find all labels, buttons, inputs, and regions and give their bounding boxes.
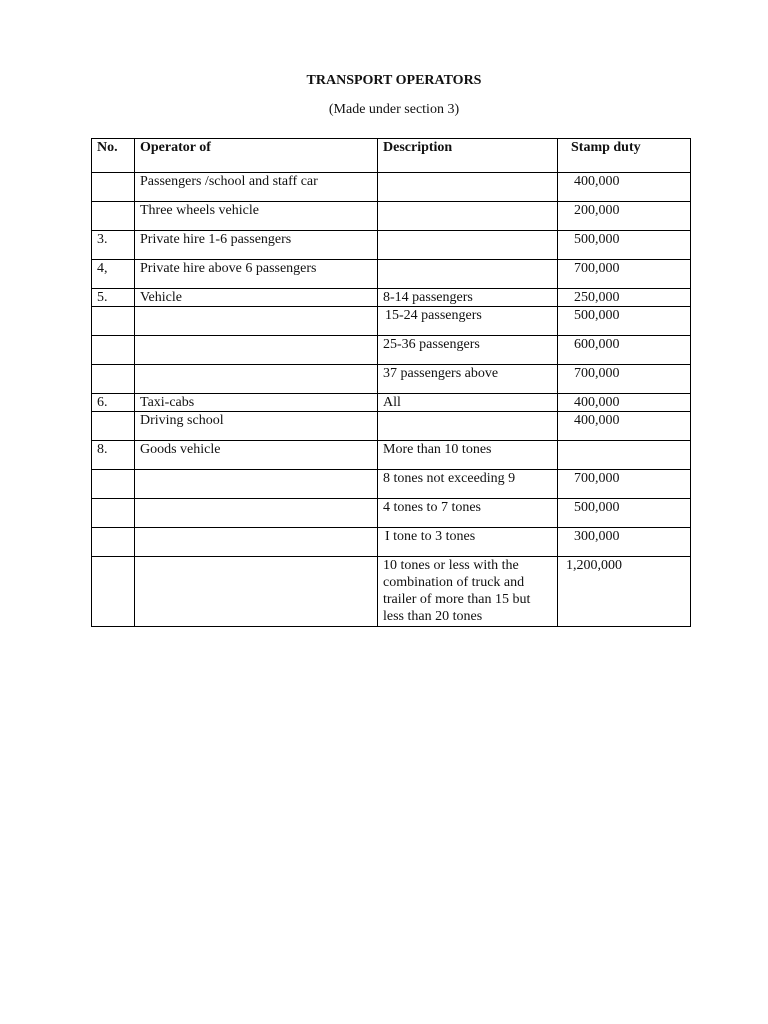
cell-no: 5. bbox=[92, 289, 135, 307]
cell-duty: 1,200,000 bbox=[558, 557, 691, 627]
header-no: No. bbox=[92, 139, 135, 173]
document-subtitle: (Made under section 3) bbox=[328, 102, 460, 117]
cell-operator: Passengers /school and staff car bbox=[135, 173, 378, 202]
cell-duty: 500,000 bbox=[558, 231, 691, 260]
cell-operator bbox=[135, 557, 378, 627]
table-row bbox=[92, 499, 691, 528]
cell-operator: Goods vehicle bbox=[135, 441, 378, 470]
table-row bbox=[92, 173, 691, 202]
cell-operator bbox=[135, 470, 378, 499]
cell-no bbox=[92, 202, 135, 231]
table-row bbox=[92, 557, 691, 627]
cell-no: 4, bbox=[92, 260, 135, 289]
cell-duty bbox=[558, 441, 691, 470]
cell-duty: 700,000 bbox=[558, 470, 691, 499]
table-row bbox=[92, 202, 691, 231]
cell-no: 8. bbox=[92, 441, 135, 470]
table-row bbox=[92, 260, 691, 289]
cell-no bbox=[92, 528, 135, 557]
cell-no bbox=[92, 470, 135, 499]
cell-description: I tone to 3 tones bbox=[378, 528, 558, 557]
cell-no: 3. bbox=[92, 231, 135, 260]
cell-operator: Taxi-cabs bbox=[135, 394, 378, 412]
document-title: TRANSPORT OPERATORS bbox=[306, 73, 482, 88]
cell-operator: Private hire above 6 passengers bbox=[135, 260, 378, 289]
cell-description bbox=[378, 260, 558, 289]
cell-description: 4 tones to 7 tones bbox=[378, 499, 558, 528]
cell-duty: 400,000 bbox=[558, 394, 691, 412]
table-header-row bbox=[92, 139, 691, 173]
cell-duty: 500,000 bbox=[558, 499, 691, 528]
table-row bbox=[92, 307, 691, 336]
table-row bbox=[92, 412, 691, 441]
cell-description bbox=[378, 412, 558, 441]
cell-duty: 300,000 bbox=[558, 528, 691, 557]
cell-operator bbox=[135, 365, 378, 394]
cell-operator bbox=[135, 307, 378, 336]
cell-duty: 400,000 bbox=[558, 173, 691, 202]
cell-operator: Vehicle bbox=[135, 289, 378, 307]
cell-operator: Private hire 1-6 passengers bbox=[135, 231, 378, 260]
cell-description bbox=[378, 173, 558, 202]
cell-description: 15-24 passengers bbox=[378, 307, 558, 336]
cell-description: 8 tones not exceeding 9 bbox=[378, 470, 558, 499]
cell-no bbox=[92, 336, 135, 365]
cell-duty: 600,000 bbox=[558, 336, 691, 365]
cell-description bbox=[378, 231, 558, 260]
table-row bbox=[92, 528, 691, 557]
header-operator: Operator of bbox=[135, 139, 378, 173]
cell-duty: 400,000 bbox=[558, 412, 691, 441]
cell-duty: 200,000 bbox=[558, 202, 691, 231]
cell-no bbox=[92, 412, 135, 441]
cell-no bbox=[92, 499, 135, 528]
cell-operator bbox=[135, 499, 378, 528]
cell-no: 6. bbox=[92, 394, 135, 412]
cell-no bbox=[92, 365, 135, 394]
cell-no bbox=[92, 307, 135, 336]
cell-duty: 700,000 bbox=[558, 260, 691, 289]
cell-duty: 250,000 bbox=[558, 289, 691, 307]
header-stamp-duty: Stamp duty bbox=[558, 139, 691, 173]
cell-description: 10 tones or less with the combination of truck and trailer of more than 15 but less than 20 tones bbox=[378, 557, 558, 627]
cell-no bbox=[92, 173, 135, 202]
header-description: Description bbox=[378, 139, 558, 173]
cell-description: All bbox=[378, 394, 558, 412]
cell-description: 8-14 passengers bbox=[378, 289, 558, 307]
cell-operator: Three wheels vehicle bbox=[135, 202, 378, 231]
cell-description: More than 10 tones bbox=[378, 441, 558, 470]
table-row bbox=[92, 394, 691, 412]
cell-description bbox=[378, 202, 558, 231]
table-row bbox=[92, 336, 691, 365]
cell-no bbox=[92, 557, 135, 627]
table-row bbox=[92, 365, 691, 394]
stamp-duty-table bbox=[91, 138, 691, 627]
cell-duty: 500,000 bbox=[558, 307, 691, 336]
table-row bbox=[92, 231, 691, 260]
cell-description: 25-36 passengers bbox=[378, 336, 558, 365]
cell-description: 37 passengers above bbox=[378, 365, 558, 394]
cell-operator: Driving school bbox=[135, 412, 378, 441]
cell-operator bbox=[135, 336, 378, 365]
cell-operator bbox=[135, 528, 378, 557]
table-row bbox=[92, 289, 691, 307]
table-row bbox=[92, 441, 691, 470]
table-row bbox=[92, 470, 691, 499]
cell-duty: 700,000 bbox=[558, 365, 691, 394]
